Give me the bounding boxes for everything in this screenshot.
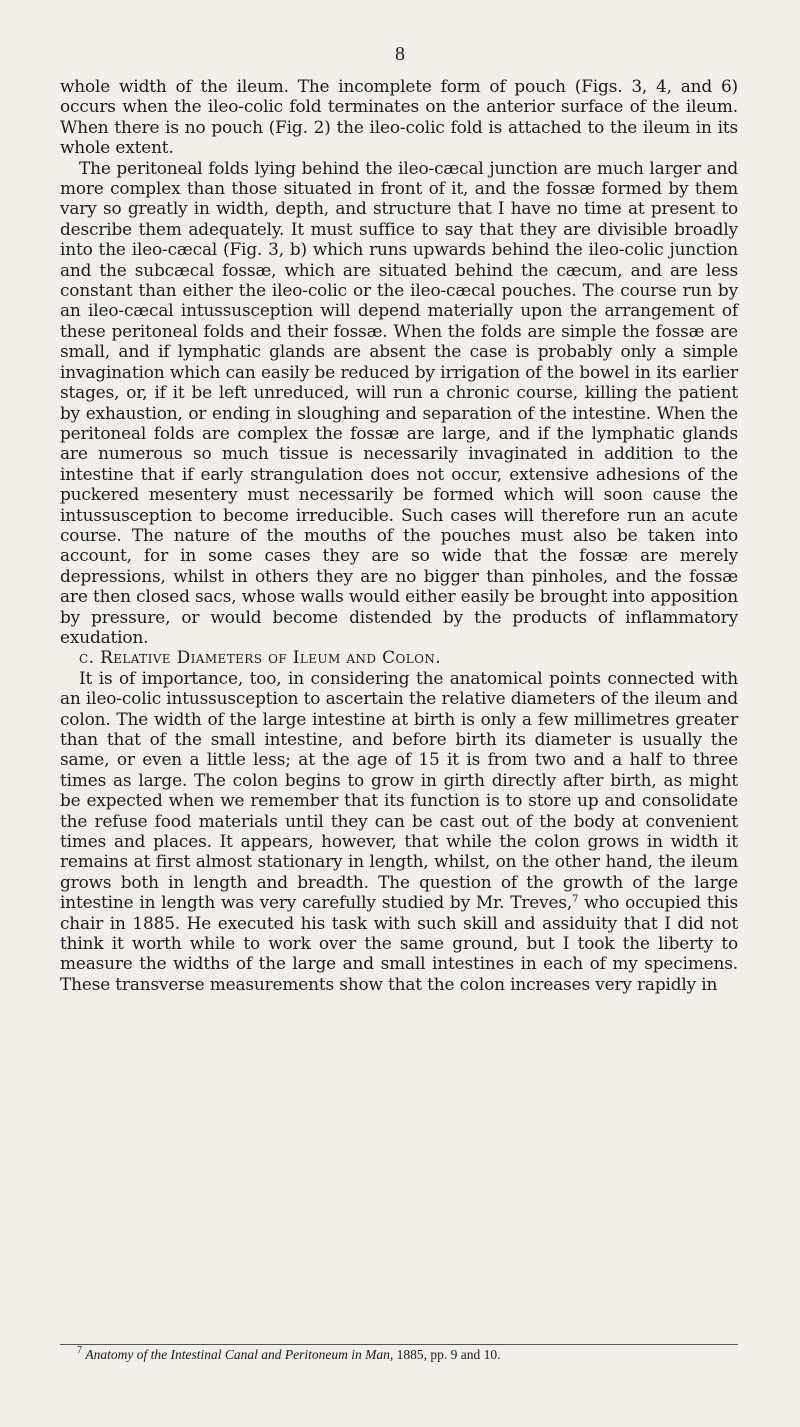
footnote xyxy=(60,1346,738,1363)
footnote-reference[interactable]: 7 xyxy=(572,894,579,906)
page-number: 8 xyxy=(395,43,405,65)
section-heading: c. Relative Diameters of Ileum and Colon. xyxy=(79,647,441,668)
body-text xyxy=(60,76,738,994)
paragraph: The peritoneal folds lying behind the ileo-cæcal junction are much larger and more complex than those situated in front of it, and the fossæ formed by them vary so greatly in width, depth, and structure that I have no time at present to describe them adequately. It must suffice to say that they are divisible broadly into the ileo-cæcal (Fig. 3, b) which runs upwards behind the ileo-colic junction and the subcæcal fossæ, which are situated behind the cæcum, and are less constant than either the ileo-colic or the ileo-cæcal pouches. The course run by an ileo-cæcal intussusception will depend materially upon the arrangement of these peritoneal folds and their fossæ. When the folds are simple the fossæ are small, and if lymphatic glands are absent the case is probably only a simple invagination which can easily be reduced by irrigation of the bowel in its earlier stages, or, if it be left unreduced, will run a chronic course, killing the patient by exhaustion, or ending in sloughing and separation of the intestine. When the peritoneal folds are complex the fossæ are large, and if the lymphatic glands are numerous so much tissue is necessarily invaginated in addition to the intestine that if early strangulation does not occur, extensive adhesions of the puckered mesentery must necessarily be formed which will soon cause the intussusception to become irreducible. Such cases will therefore run an acute course. The nature of the mouths of the pouches must also be taken into account, for in some cases they are so wide that the fossæ are merely depressions, whilst in others they are no bigger than pinholes, and the fossæ are then closed sacs, whose walls would either easily be brought into apposition by pressure, or would become distended by the products of inflammatory exudation. xyxy=(60,157,738,647)
paragraph: whole width of the ileum. The incomplete form of pouch (Figs. 3, 4, and 6) occurs when the ileo-colic fold terminates on the anterior surface of the ileum. When there is no pouch (Fig. 2) the ileo-colic fold is attached to the ileum in its whole extent. xyxy=(60,76,738,158)
paragraph-text: who occupied this chair in 1885. He executed his task with such skill and assiduity that I did not think it worth while to work over the same ground, but I took the liberty to measure the widths of the large and small intestines in each of my specimens. These transverse measurements show that the colon increases very rapidly in xyxy=(60,892,739,994)
footnote-divider xyxy=(60,1344,738,1345)
paragraph xyxy=(60,668,738,995)
footnote-title: Anatomy of the Intestinal Canal and Peritoneum in Man, xyxy=(85,1347,394,1362)
footnote-text: 1885, pp. 9 and 10. xyxy=(393,1347,501,1362)
footnote-marker: 7 xyxy=(77,1345,82,1356)
paragraph-text: It is of importance, too, in considering the anatomical points connected with an ileo-colic intussusception to ascertain the relative diameters of the ileum and colon. The width of the large intestine at birth is only a few millimetres greater than that of the small intestine, and before birth its diameter is usually the same, or even a little less; at the age of 15 it is from two and a half to three times as large. The colon begins to grow in girth directly after birth, as might be expected when we remember that its function is to store up and consolidate the refuse food materials until they can be cast out of the body at convenient times and places. It appears, however, that while the colon grows in width it remains at first almost stationary in length, whilst, on the other hand, the ileum grows both in length and breadth. The question of the growth of the large intestine in length was very carefully studied by Mr. Treves, xyxy=(60,667,738,913)
